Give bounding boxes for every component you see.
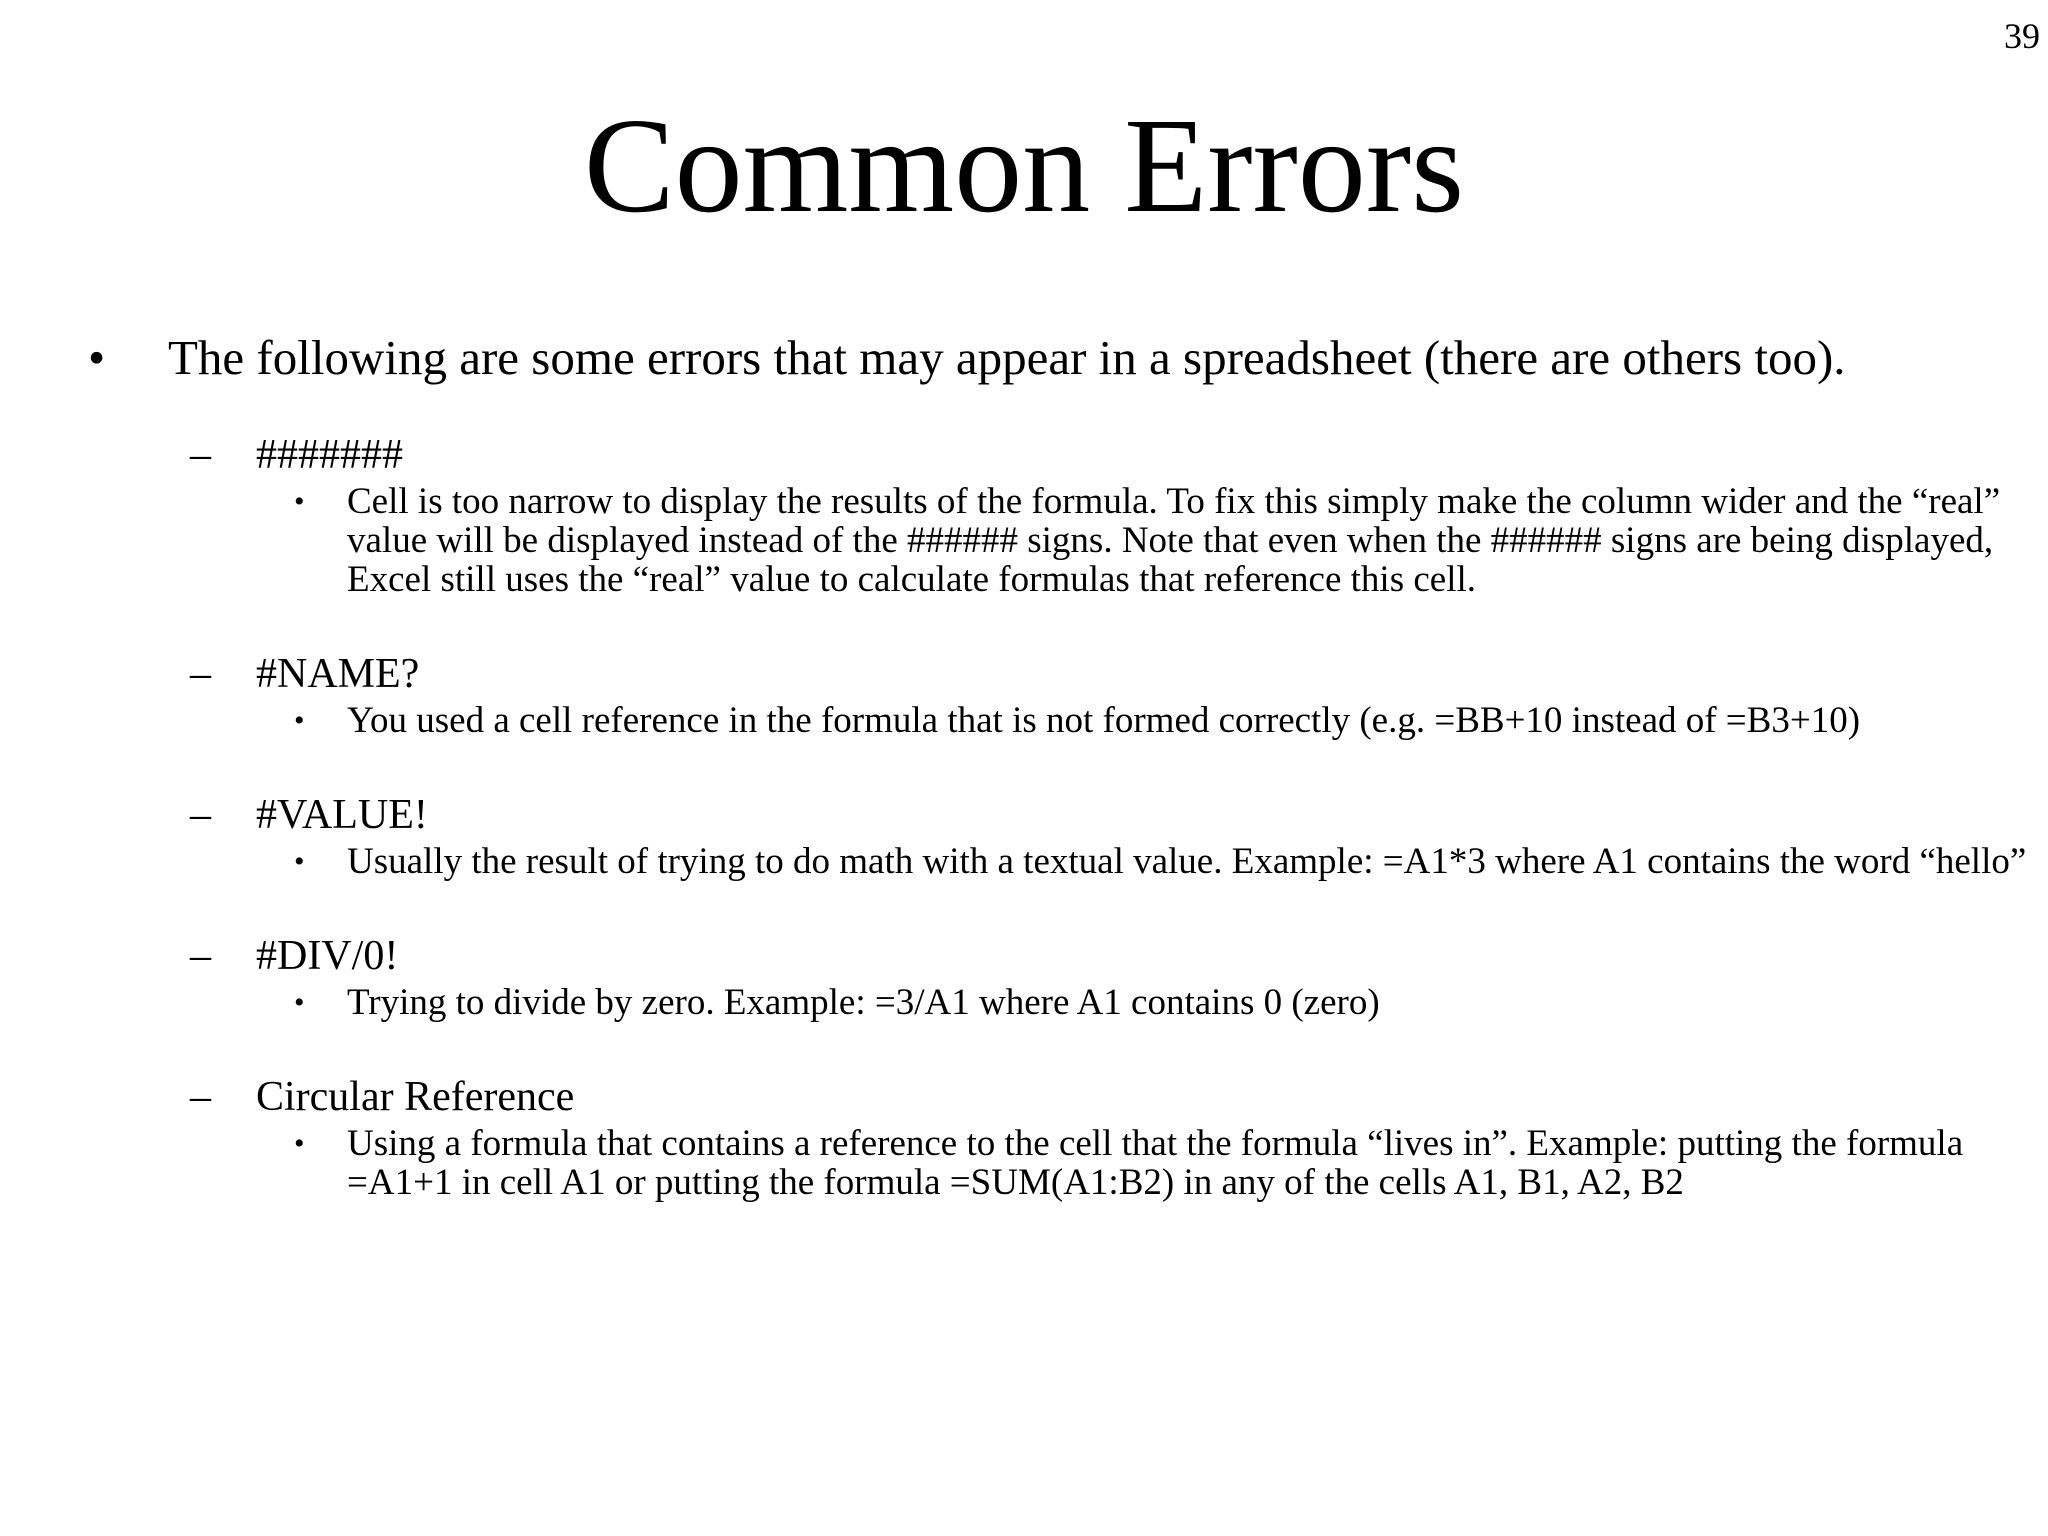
dash-marker: – <box>190 651 211 697</box>
slide-number: 39 <box>2004 16 2040 56</box>
error-name: #DIV/0! <box>256 933 399 979</box>
dash-marker: – <box>190 432 211 478</box>
error-description-text: Using a formula that contains a reference to the cell that the formula “lives in”. Example: putting the formula =A1+1 in cell A1 or putting the formula =SUM(A1:B2) in any of the cells A1, B1, A2, B2 <box>347 1123 1964 1203</box>
error-description-text: Cell is too narrow to display the results of the formula. To fix this simply make the column wider and the “real” value will be displayed instead of the ###### signs. Note that even when the ###### signs are being displayed, Excel still uses the “real” value to calculate formulas that reference this cell. <box>347 481 2001 600</box>
error-description-text: Trying to divide by zero. Example: =3/A1 where A1 contains 0 (zero) <box>347 982 1380 1023</box>
bullet-marker: • <box>294 845 305 878</box>
error-heading <box>0 1072 2048 1122</box>
error-description <box>0 983 2048 1022</box>
error-item-hash <box>0 430 2048 599</box>
error-name: #NAME? <box>256 651 420 697</box>
error-heading <box>0 430 2048 480</box>
error-description <box>0 1124 2048 1202</box>
error-heading <box>0 931 2048 981</box>
bullet-marker: • <box>294 1127 305 1160</box>
error-item-div0 <box>0 931 2048 1022</box>
error-name: #VALUE! <box>256 792 428 838</box>
bullet-marker: • <box>294 485 305 518</box>
slide-content <box>0 328 2048 1252</box>
error-item-circular <box>0 1072 2048 1202</box>
intro-text: The following are some errors that may appear in a spreadsheet (there are others too). <box>168 330 1846 385</box>
dash-marker: – <box>190 1074 211 1120</box>
bullet-marker: • <box>294 704 305 737</box>
error-description <box>0 842 2048 881</box>
error-description <box>0 701 2048 740</box>
dash-marker: – <box>190 933 211 979</box>
error-item-name <box>0 649 2048 740</box>
error-name: Circular Reference <box>256 1074 575 1120</box>
error-heading <box>0 649 2048 699</box>
bullet-marker: • <box>88 330 106 385</box>
error-name: ####### <box>256 432 403 478</box>
intro-bullet <box>0 328 2048 388</box>
bullet-marker: • <box>294 986 305 1019</box>
error-heading <box>0 790 2048 840</box>
slide-title: Common Errors <box>583 91 1465 241</box>
error-description-text: You used a cell reference in the formula that is not formed correctly (e.g. =BB+10 instead of =B3+10) <box>347 700 1861 741</box>
error-description <box>0 482 2048 599</box>
error-description-text: Usually the result of trying to do math with a textual value. Example: =A1*3 where A1 contains the word “hello” <box>347 841 2027 882</box>
dash-marker: – <box>190 792 211 838</box>
error-item-value <box>0 790 2048 881</box>
